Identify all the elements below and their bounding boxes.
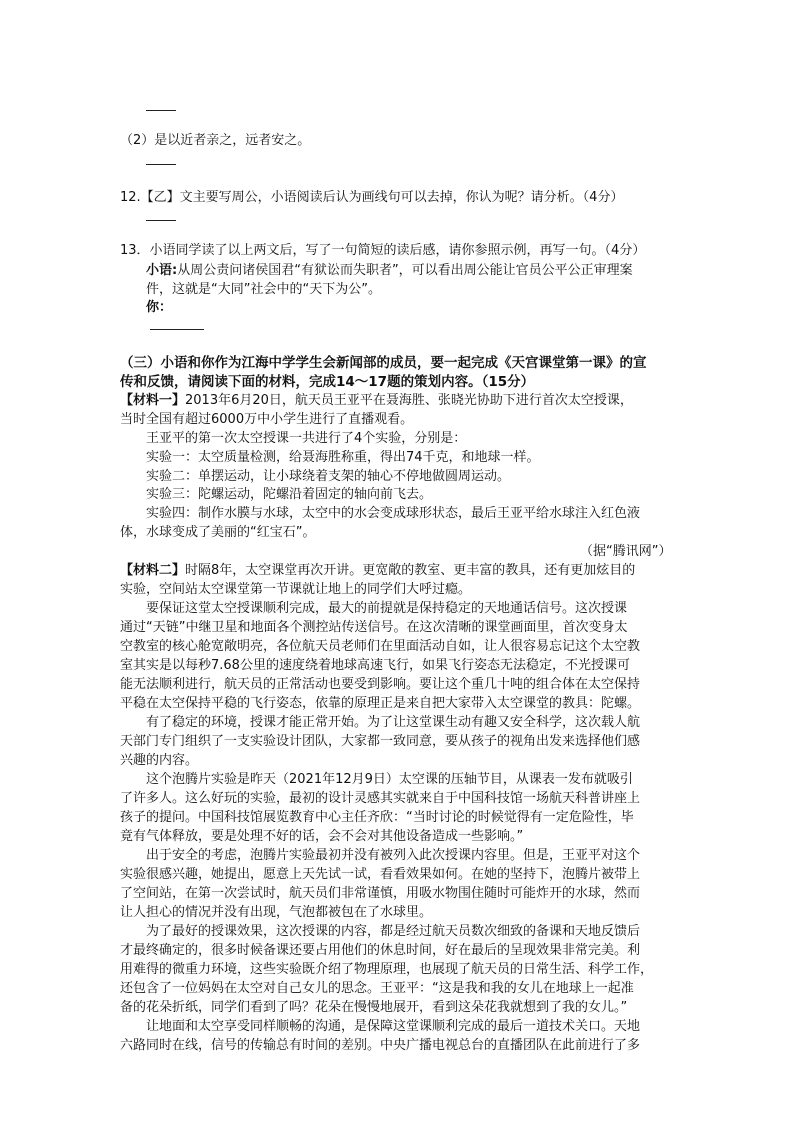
material-1-experiment-2: 实验二：单摆运动，让小球绕着支架的轴心不停地做圆周运动。 <box>146 469 511 484</box>
material-1-experiment-4: 实验四：制作水膜与水球，太空中的水会变成球形状态，最后王亚平给水球注入红色液 <box>146 506 641 521</box>
material-2-line: 六路同时在线，信号的传输总有时间的差别。中央广播电视总台的直播团队在此前进行了多 <box>120 1038 641 1053</box>
material-1-intro: 【材料一】2013年6月20日，航天员王亚平在聂海胜、张晓光协助下进行首次太空授课， <box>120 393 633 408</box>
material-1-line: 体，水球变成了美丽的“红宝石”。 <box>120 525 316 540</box>
material-1-experiment-3: 实验三：陀螺运动，陀螺沿着固定的轴向前飞去。 <box>146 487 433 502</box>
material-2-line: 让地面和太空享受同样顺畅的沟通，是保障这堂课顺利完成的最后一道技术关口。天地 <box>146 1019 641 1034</box>
material-1-experiment-1: 实验一：太空质量检测，给聂海胜称重，得出74千克，和地球一样。 <box>146 450 540 465</box>
material-2-line: 让人担心的情况并没有出现，气泡都被包在了水球里。 <box>120 905 433 920</box>
answer-blank[interactable] <box>146 220 176 221</box>
answer-blank[interactable] <box>146 110 176 111</box>
material-2-line: 实验，空间站太空课堂第一节课就让地上的同学们大呼过瘾。 <box>120 582 472 597</box>
material-2-line: 还包含了一位妈妈在太空对自己女儿的思念。王亚平：“这是我和我的女儿在地球上一起准 <box>120 981 634 996</box>
question-13-example <box>146 262 633 280</box>
material-2-line: 备的花朵折纸，同学们看到了吗？花朵在慢慢地展开，看到这朵花我就想到了我的女儿。” <box>120 1000 628 1015</box>
material-1-source: （据“腾讯网”） <box>580 544 672 559</box>
material-2-line: 用难得的微重力环境，这些实验既介绍了物理原理，也展现了航天员的日常生活、科学工作， <box>120 962 654 977</box>
material-2-label: 【材料二】 <box>120 563 186 578</box>
material-2-line: 竟有气体释放，要是处理不好的话，会不会对其他设备造成一些影响。” <box>120 829 524 844</box>
material-1-line: 当时全国有超过6000万中小学生进行了直播观看。 <box>120 412 414 427</box>
section-3-title: （三）小语和你作为江海中学学生会新闻部的成员，要一起完成《天宫课堂第一课》的宣 <box>120 355 647 371</box>
material-2-line: 平稳在太空保持平稳的飞行姿态，依靠的原理正是来自把大家带入太空课堂的教具：陀螺。 <box>120 696 641 711</box>
question-12: 12.【乙】文主要写周公，小语阅读后认为画线句可以去掉，你认为呢？请分析。（4分） <box>120 190 624 205</box>
material-2-line: 了空间站，在第一次尝试时，航天员们非常谨慎，用吸水物围住随时可能炸开的水球，然而 <box>120 886 641 901</box>
material-2-line: 空教室的核心舱宽敞明亮，各位航天员老师们在里面活动自如，让人很容易忘记这个太空教 <box>120 639 641 654</box>
question-11-2: （2）是以近者亲之，远者安之。 <box>120 133 311 148</box>
material-2-line: 能无法顺利进行，航天员的正常活动也要受到影响。要让这个重几十吨的组合体在太空保持 <box>120 677 641 692</box>
material-2-line: 才最终确定的，很多时候备课还要占用他们的休息时间，好在最后的呈现效果非常完美。利 <box>120 943 641 958</box>
question-13-you-label: 你： <box>146 300 173 315</box>
material-2-line: 通过“天链”中继卫星和地面各个测控站传送信号。在这次清晰的课堂画面里，首次变身太 <box>120 620 628 635</box>
question-13-example-cont: 件，这就是“大同”社会中的“天下为公”。 <box>146 282 381 297</box>
example-label: 小语: <box>146 263 178 278</box>
material-2-line: 实验很感兴趣，她提出，愿意上天先试一试，看看效果如何。在她的坚持下，泡腾片被带上 <box>120 867 641 882</box>
material-2-line: 了许多人。这么好玩的实验，最初的设计灵感其实就来自于中国科技馆一场航天科普讲座上 <box>120 791 641 806</box>
material-1-label: 【材料一】 <box>120 393 186 408</box>
material-2-intro: 【材料二】时隔8年，太空课堂再次开讲。更宽敞的教室、更丰富的教具，还有更加炫目的 <box>120 563 636 578</box>
material-2-line: 为了最好的授课效果，这次授课的内容，都是经过航天员数次细致的备课和天地反馈后 <box>146 924 641 939</box>
material-2-line: 天部门专门组织了一支实验设计团队，大家都一致同意，要从孩子的视角出发来选择他们感 <box>120 734 641 749</box>
material-2-line: 出于安全的考虑，泡腾片实验最初并没有被列入此次授课内容里。但是，王亚平对这个 <box>146 848 641 863</box>
material-2-line: 要保证这堂太空授课顺利完成，最大的前提就是保持稳定的天地通话信号。这次授课 <box>146 601 628 616</box>
question-13: 13．小语同学读了以上两文后，写了一句简短的读后感，请你参照示例，再写一句。（4分） <box>120 243 646 258</box>
section-3-title-cont: 传和反馈，请阅读下面的材料，完成14～17题的策划内容。（15分） <box>120 374 535 390</box>
material-2-line: 室其实是以每秒7.68公里的速度绕着地球高速飞行，如果飞行姿态无法稳定，不光授课可 <box>120 658 630 673</box>
answer-blank[interactable] <box>150 329 204 330</box>
material-2-line: 兴趣的内容。 <box>120 753 199 768</box>
material-2-line: 这个泡腾片实验是昨天（2021年12月9日）太空课的压轴节目，从课表一发布就吸引 <box>146 772 633 787</box>
example-text: 从周公责问诸侯国君“有狱讼而失职者”，可以看出周公能让官员公平公正审理案 <box>177 263 633 278</box>
answer-blank[interactable] <box>146 164 176 165</box>
material-2-line: 有了稳定的环境，授课才能正常开始。为了让这堂课生动有趣又安全科学，这次载人航 <box>146 715 641 730</box>
material-2-line: 孩子的提问。中国科技馆展览教育中心主任齐欣：“当时讨论的时候觉得有一定危险性，毕 <box>120 810 634 825</box>
material-1-line: 王亚平的第一次太空授课一共进行了4个实验，分别是： <box>146 431 467 446</box>
